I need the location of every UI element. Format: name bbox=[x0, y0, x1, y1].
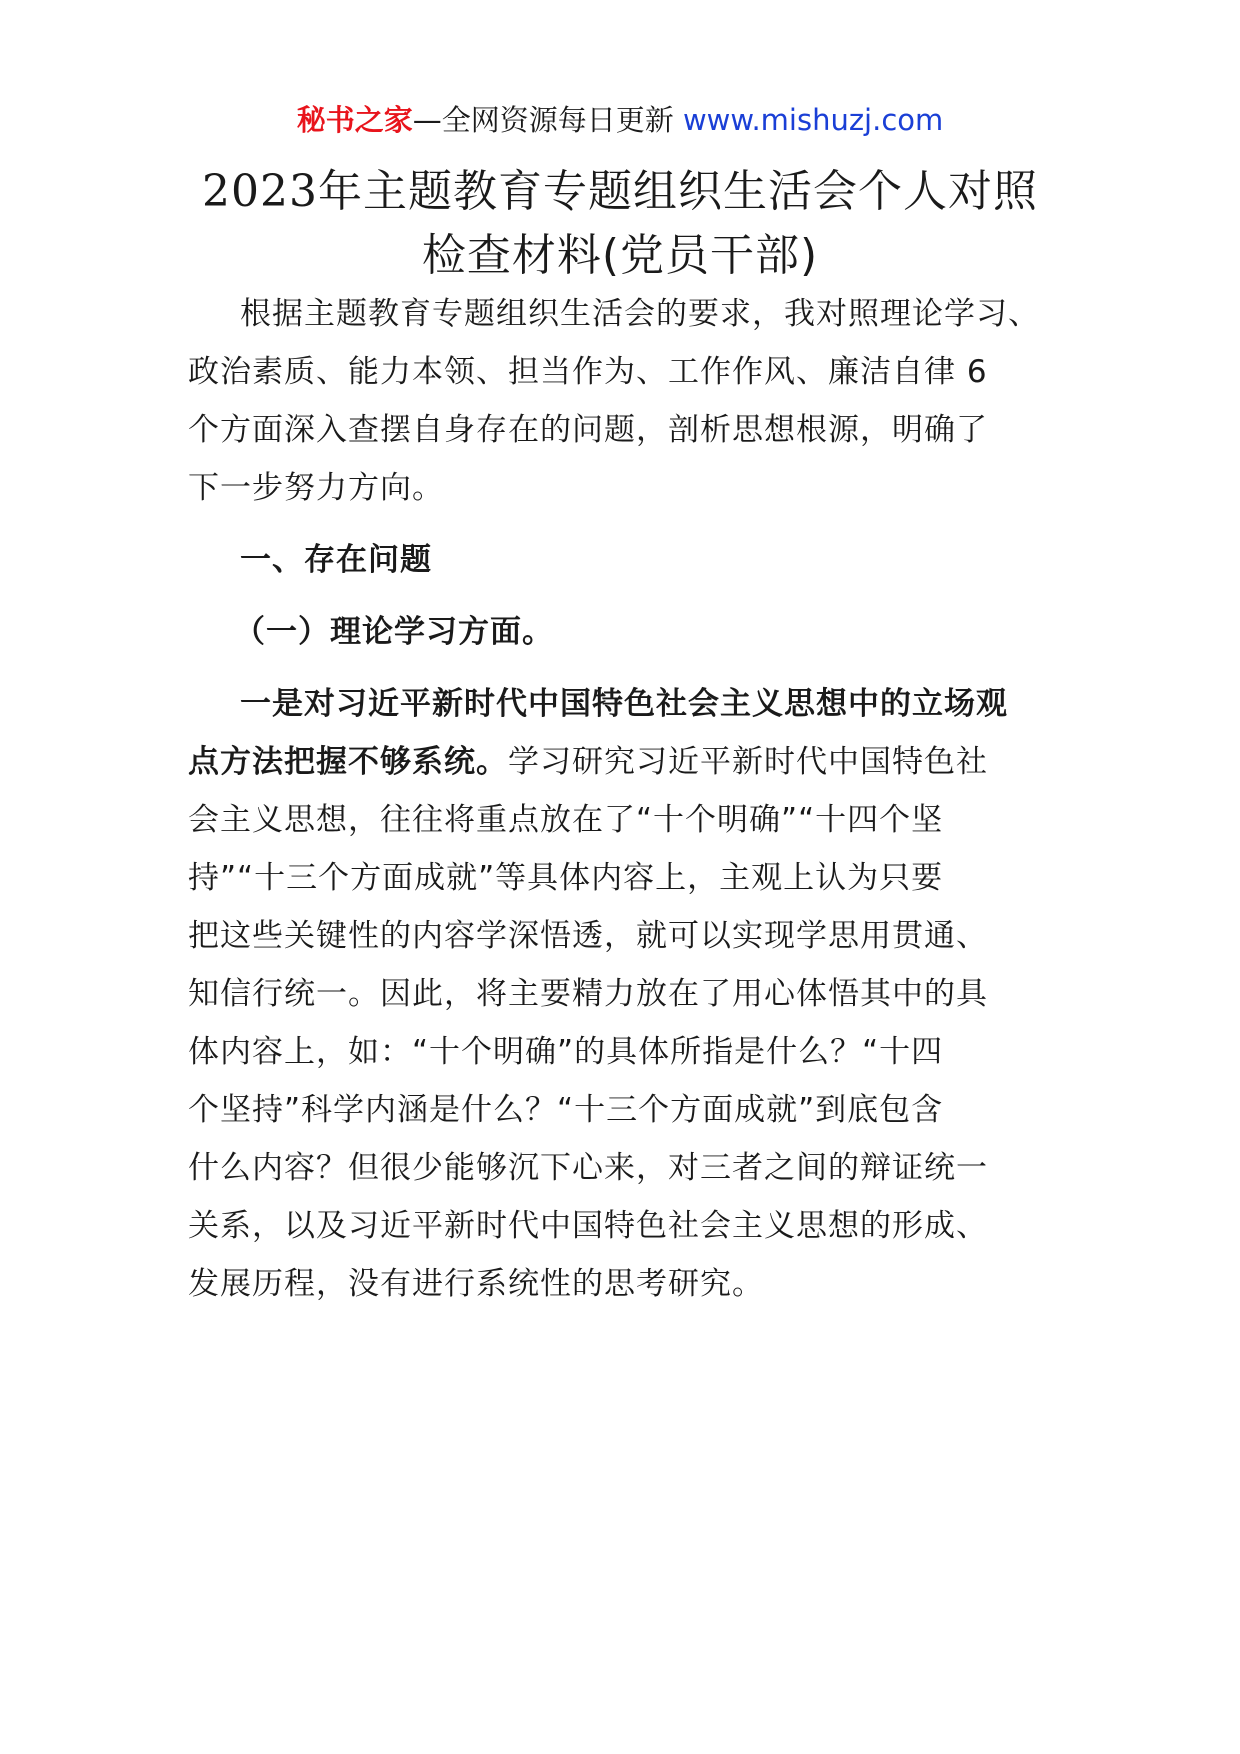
header-banner bbox=[0, 100, 1240, 140]
page-title-line-2: 检查材料(党员干部) bbox=[421, 230, 819, 281]
intro-line: 下一步努力方向。 bbox=[188, 470, 444, 506]
intro-line: 政治素质、能力本领、担当作为、工作作风、廉洁自律 6 bbox=[188, 354, 988, 390]
body-line: 会主义思想，往往将重点放在了“十个明确”“十四个坚 bbox=[188, 802, 944, 838]
page-title-line-1 bbox=[150, 162, 1090, 222]
body-line: 把这些关键性的内容学深悟透，就可以实现学思用贯通、 bbox=[188, 918, 988, 954]
point-heading-line-2: 点方法把握不够系统。 bbox=[188, 744, 508, 780]
header-tagline: —全网资源每日更新 bbox=[412, 103, 674, 137]
subsection-heading: （一）理论学习方面。 bbox=[234, 614, 554, 650]
body-line: 个坚持”科学内涵是什么？“十三个方面成就”到底包含 bbox=[188, 1092, 944, 1128]
section-heading: 一、存在问题 bbox=[240, 542, 432, 578]
intro-line: 个方面深入查摆自身存在的问题，剖析思想根源，明确了 bbox=[188, 412, 988, 448]
brand-name: 秘书之家 bbox=[296, 103, 413, 137]
site-url-link[interactable]: www.mishuzj.com bbox=[682, 103, 944, 137]
body-line: 知信行统一。因此，将主要精力放在了用心体悟其中的具 bbox=[188, 976, 988, 1012]
point-heading-line-1: 一是对习近平新时代中国特色社会主义思想中的立场观 bbox=[240, 686, 1008, 722]
body-line: 持”“十三个方面成就”等具体内容上，主观上认为只要 bbox=[188, 860, 944, 896]
point-line-2-text: 学习研究习近平新时代中国特色社 bbox=[508, 744, 988, 780]
body-line: 体内容上，如：“十个明确”的具体所指是什么？“十四 bbox=[188, 1034, 944, 1070]
point-line-2 bbox=[188, 740, 988, 784]
body-line: 发展历程，没有进行系统性的思考研究。 bbox=[188, 1266, 764, 1302]
intro-line: 根据主题教育专题组织生活会的要求，我对照理论学习、 bbox=[240, 296, 1040, 332]
title-line-1-text: 年主题教育专题组织生活会个人对照 bbox=[317, 166, 1038, 217]
title-year: 2023 bbox=[202, 166, 318, 217]
body-line: 什么内容？但很少能够沉下心来，对三者之间的辩证统一 bbox=[188, 1150, 988, 1186]
body-line: 关系，以及习近平新时代中国特色社会主义思想的形成、 bbox=[188, 1208, 988, 1244]
